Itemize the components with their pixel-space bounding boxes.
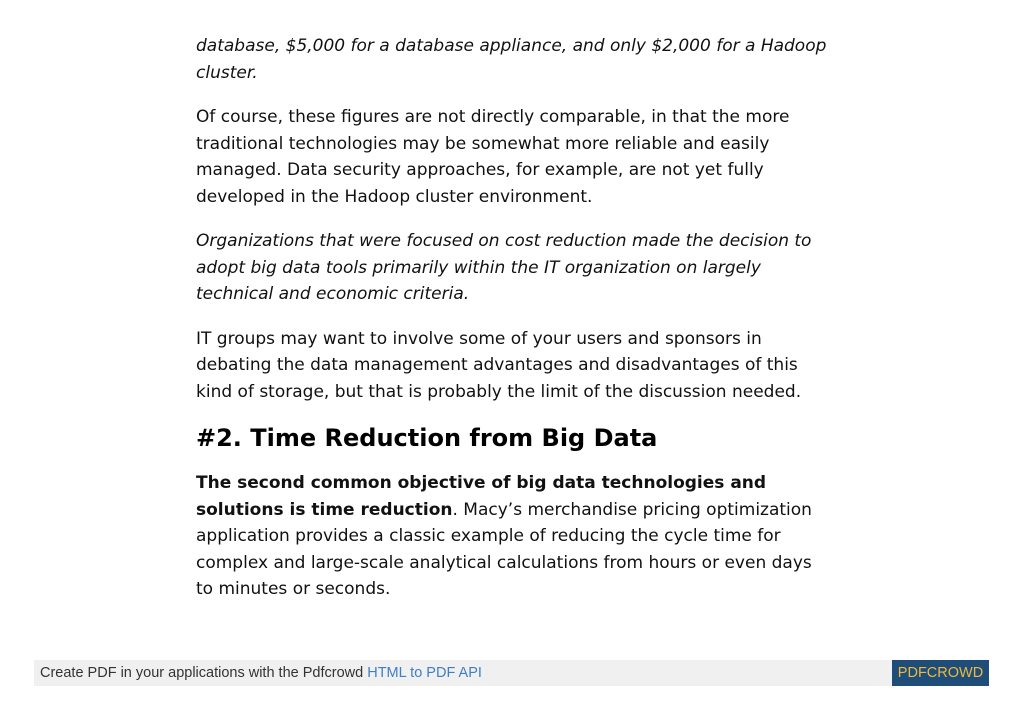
paragraph-time-reduction	[196, 470, 831, 603]
footer-text	[40, 660, 482, 686]
pdfcrowd-footer	[34, 660, 989, 686]
paragraph-it-groups: IT groups may want to involve some of your users and sponsors in debating the data management advantages and disadvantages of this kind of storage, but that is probably the limit of the discussion needed.	[196, 328, 802, 402]
pdfcrowd-badge[interactable]: PDFCROWD	[892, 660, 989, 686]
html-to-pdf-api-link[interactable]: HTML to PDF API	[367, 665, 482, 681]
paragraph-comparability: Of course, these figures are not directly comparable, in that the more traditional technologies may be somewhat more reliable and easily managed. Data security approaches, for example, are not yet fully developed in the Hadoop cluster environment.	[196, 107, 790, 207]
footer-message: Create PDF in your applications with the Pdfcrowd	[40, 665, 368, 681]
article-body	[196, 33, 831, 621]
paragraph-cost-reduction: Organizations that were focused on cost reduction made the decision to adopt big data tools primarily within the IT organization on largely technical and economic criteria.	[196, 231, 812, 304]
paragraph-bold-lead: The second common objective of big data technologies and solutions is time reduction	[196, 473, 767, 520]
paragraph-rest: . Macy’s merchandise pricing optimization application provides a classic example of reducing the cycle time for complex and large-scale analytical calculations from hours or even days to minutes or seconds.	[196, 499, 812, 599]
section-heading: #2. Time Reduction from Big Data	[196, 424, 658, 452]
paragraph-cost-figures: database, $5,000 for a database appliance, and only $2,000 for a Hadoop cluster.	[196, 36, 827, 83]
